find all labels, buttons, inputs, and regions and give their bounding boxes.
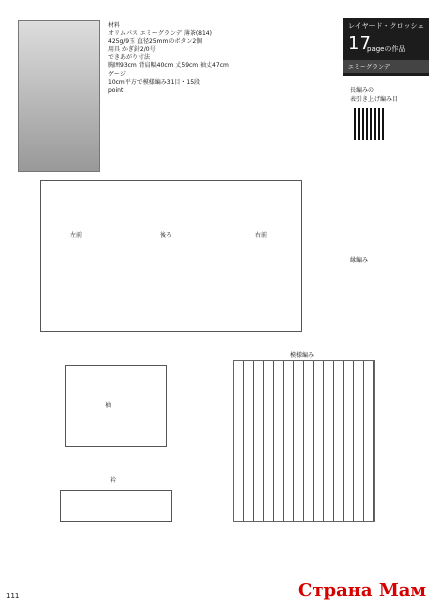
label-back: 後ろ <box>160 232 173 239</box>
sleeve-diagram <box>65 365 167 447</box>
watermark: Страна Мам <box>298 580 427 601</box>
qr-code <box>354 108 386 140</box>
side-notes: 長編みの 表引き上げ編み目 <box>350 87 399 103</box>
series-label: エミーグランデ <box>343 60 429 73</box>
label-right-front: 右前 <box>255 232 268 239</box>
issue-number: 17 <box>348 33 371 54</box>
label-left-front: 左前 <box>70 232 83 239</box>
stitch-chart <box>233 360 375 522</box>
materials-text: 材料 オリムパス エミーグランデ 薄茶(814) 425g/9玉 直径25mmのボタン2個 用具 かぎ針2/0号 できあがり寸法 胸囲93cm 背肩幅40cm 丈59cm 袖丈47cm ゲージ 10cm平方で模様編み31目・15段 point <box>108 22 229 94</box>
label-collar: 衿 <box>110 477 117 484</box>
label-pattern: 模様編み <box>290 352 315 359</box>
label-ribbing: 縁編み <box>350 257 369 264</box>
footer-note <box>6 592 19 600</box>
header-banner <box>343 18 429 76</box>
collar-diagram <box>60 490 172 522</box>
label-sleeve: 袖 <box>105 402 112 409</box>
page-label: pageの作品 <box>367 45 406 53</box>
body-diagram <box>40 180 302 332</box>
banner-title: レイヤード・クロッシェ <box>348 22 425 30</box>
page-number: 111 <box>6 592 20 600</box>
photo <box>18 20 100 172</box>
